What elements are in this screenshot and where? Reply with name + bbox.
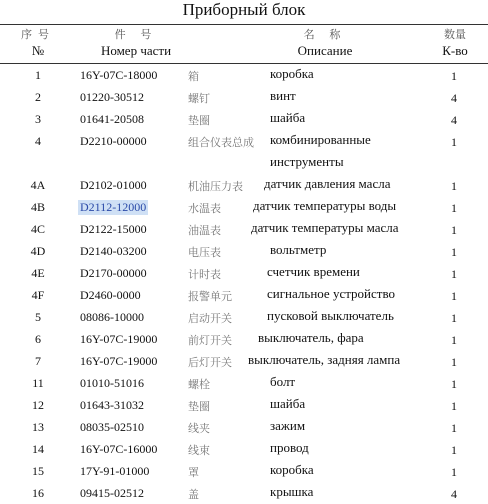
row-number: 11: [32, 376, 44, 390]
description-cn: 油温表: [188, 225, 221, 237]
row-number: 4C: [30, 222, 45, 236]
row-number: 12: [32, 398, 44, 412]
part-number: D2122-15000: [80, 222, 147, 236]
quantity: 1: [451, 443, 457, 457]
description-ru: болт: [270, 374, 296, 389]
table-row: [0, 240, 488, 262]
description-ru: датчик температуры масла: [251, 220, 399, 235]
description-cn: 垫圈: [188, 401, 210, 413]
part-number: 17Y-91-01000: [80, 464, 150, 478]
table-row: [0, 372, 488, 394]
table-row: [0, 350, 488, 372]
description-ru: шайба: [270, 396, 306, 411]
table-row: [0, 262, 488, 284]
description-cn: 垫圈: [188, 115, 210, 127]
description-ru: винт: [270, 88, 296, 103]
header-no: [14, 25, 62, 59]
description-ru: зажим: [270, 418, 306, 433]
row-number: 4B: [30, 200, 45, 214]
table-row: [0, 174, 488, 196]
part-number-highlighted[interactable]: D2112-12000: [80, 200, 147, 214]
quantity: 1: [451, 289, 457, 303]
quantity: 1: [451, 311, 457, 325]
description-cn: 后灯开关: [188, 357, 232, 369]
table-row: [0, 416, 488, 438]
header-qty-ru: К-во: [442, 43, 468, 58]
table-row: [0, 284, 488, 306]
header-qty-cn: 数量: [444, 29, 466, 41]
table-row: [0, 438, 488, 460]
row-number: 13: [32, 420, 44, 434]
part-number: D2170-00000: [80, 266, 147, 280]
part-number: 01643-31032: [80, 398, 144, 412]
description-ru: коробка: [270, 66, 314, 81]
quantity: 1: [451, 465, 457, 479]
description-ru: вольтметр: [270, 242, 327, 257]
quantity: 1: [451, 377, 457, 391]
description-cn: 罩: [188, 467, 199, 479]
row-number: 3: [35, 112, 41, 126]
description-ru: счетчик времени: [267, 264, 360, 279]
header-desc: [250, 25, 400, 59]
table-row: [0, 460, 488, 482]
description-cn: 盖: [188, 489, 199, 501]
quantity: 1: [451, 135, 457, 149]
table-row: [0, 306, 488, 328]
header-part: [80, 25, 192, 59]
description-cn: 启动开关: [188, 313, 232, 325]
description-cn: 箱: [188, 71, 199, 83]
row-number: 7: [35, 354, 41, 368]
description-cn: 前灯开关: [188, 335, 232, 347]
row-number: 14: [32, 442, 44, 456]
quantity: 4: [451, 487, 457, 501]
part-number: 09415-02512: [80, 486, 144, 500]
part-number: D2140-03200: [80, 244, 147, 258]
row-number: 4D: [30, 244, 46, 258]
header-part-ru: Номер части: [100, 43, 172, 58]
table-row: [0, 130, 488, 152]
description-ru-line2: инструменты: [270, 154, 344, 169]
description-cn: 水温表: [188, 203, 221, 215]
description-ru: сигнальное устройство: [267, 286, 396, 301]
quantity: 1: [451, 421, 457, 435]
row-number: 4E: [31, 266, 45, 280]
table-row: [0, 482, 488, 504]
part-number: 16Y-07C-18000: [80, 68, 158, 82]
description-ru: крышка: [270, 484, 314, 499]
description-cn: 螺栓: [188, 379, 210, 391]
quantity: 1: [451, 69, 457, 83]
table-row: [0, 196, 488, 218]
description-ru: датчик давления масла: [264, 176, 391, 191]
description-cn: 线夹: [188, 423, 210, 435]
quantity: 1: [451, 201, 457, 215]
part-number: 16Y-07C-19000: [80, 354, 158, 368]
description-cn: 螺钉: [188, 93, 210, 105]
table-row: [0, 86, 488, 108]
part-number: 08035-02510: [80, 420, 144, 434]
description-ru: провод: [270, 440, 309, 455]
row-number: 5: [35, 310, 41, 324]
description-cn: 计时表: [188, 269, 221, 281]
page-title: Приборный блок: [182, 0, 306, 19]
part-number: 01220-30512: [80, 90, 144, 104]
part-number: D2460-0000: [80, 288, 141, 302]
row-number: 15: [32, 464, 44, 478]
row-number: 16: [32, 486, 44, 500]
row-number: 6: [35, 332, 41, 346]
description-ru: пусковой выключатель: [267, 308, 394, 323]
row-number: 4F: [31, 288, 45, 302]
row-number: 2: [35, 90, 41, 104]
table-row: [0, 218, 488, 240]
part-number: 01641-20508: [80, 112, 144, 126]
quantity: 1: [451, 399, 457, 413]
description-cn: 机油压力表: [188, 181, 243, 193]
header-desc-cn: 名 称: [303, 29, 347, 41]
table-row: [0, 64, 488, 86]
table-row: [0, 328, 488, 350]
quantity: 4: [451, 91, 457, 105]
table-row-continuation: [0, 152, 488, 174]
description-ru: выключатель, задняя лампа: [248, 352, 401, 367]
description-ru: выключатель, фара: [258, 330, 364, 345]
part-number: 08086-10000: [80, 310, 144, 324]
table-row: [0, 108, 488, 130]
header-desc-ru: Описание: [297, 43, 353, 58]
description-cn: 线束: [188, 445, 210, 457]
quantity: 1: [451, 245, 457, 259]
row-number: 4: [35, 134, 41, 148]
part-number: D2210-00000: [80, 134, 147, 148]
header-no-ru: №: [31, 43, 45, 58]
part-number: 16Y-07C-19000: [80, 332, 158, 346]
quantity: 1: [451, 223, 457, 237]
quantity: 1: [451, 179, 457, 193]
description-ru: комбинированные: [270, 132, 371, 147]
description-ru: коробка: [270, 462, 314, 477]
table-header: [0, 24, 488, 64]
description-ru: шайба: [270, 110, 306, 125]
description-cn: 组合仪表总成: [188, 137, 254, 149]
part-number: D2102-01000: [80, 178, 147, 192]
table-row: [0, 394, 488, 416]
description-ru: датчик температуры воды: [253, 198, 397, 213]
description-cn: 电压表: [188, 247, 221, 259]
quantity: 1: [451, 267, 457, 281]
description-cn: 报警单元: [188, 291, 232, 303]
row-number: 1: [35, 68, 41, 82]
header-no-cn: 序号: [21, 29, 55, 41]
quantity: 1: [451, 355, 457, 369]
header-part-cn: 件 号: [114, 29, 158, 41]
part-number: 16Y-07C-16000: [80, 442, 158, 456]
quantity: 1: [451, 333, 457, 347]
header-qty: [430, 25, 480, 59]
part-number: 01010-51016: [80, 376, 144, 390]
row-number: 4A: [30, 178, 46, 192]
quantity: 4: [451, 113, 457, 127]
